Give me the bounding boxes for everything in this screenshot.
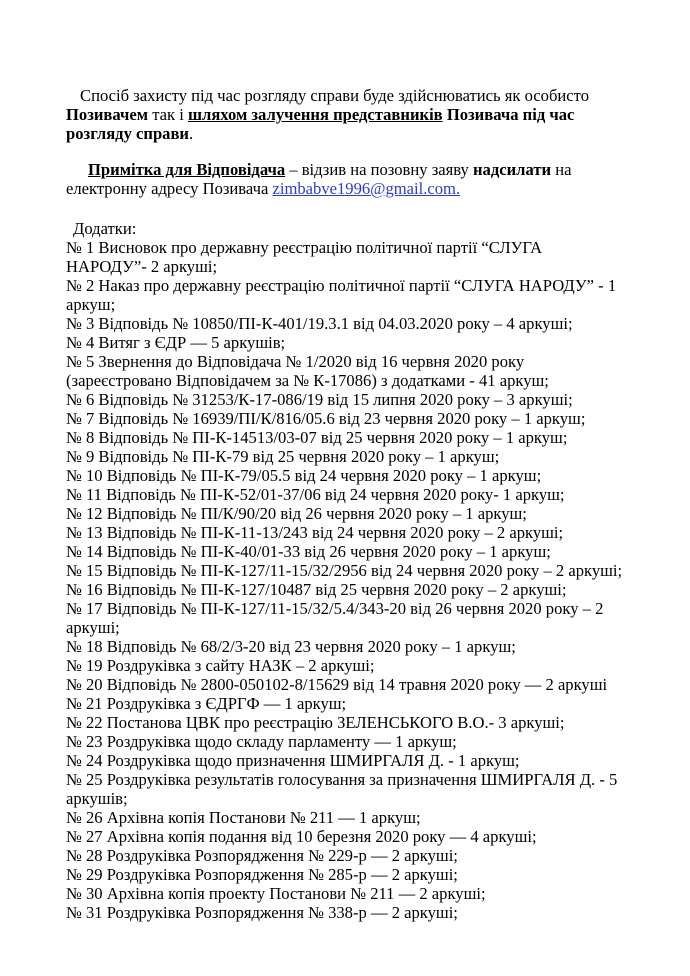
email-link[interactable]: zimbabve1996@gmail.com. (272, 179, 461, 198)
p1-bold-underline-representatives: шляхом залучення представників (188, 105, 443, 124)
attachment-item: № 11 Відповідь № ПІ-К-52/01-37/06 від 24 червня 2020 року- 1 аркуш; (66, 485, 565, 504)
attachment-item: № 25 Роздруківка результатів голосування за призначення ШМИРГАЛЯ Д. - 5 аркушів; (66, 770, 618, 808)
attachment-item: № 17 Відповідь № ПІ-К-127/11-15/32/5.4/343-20 від 26 червня 2020 року – 2 аркуші; (66, 599, 604, 637)
attachment-item: № 6 Відповідь № 31253/К-17-086/19 від 15 липня 2020 року – 3 аркуші; (66, 390, 573, 409)
attachment-item: № 15 Відповідь № ПІ-К-127/11-15/32/2956 від 24 червня 2020 року – 2 аркуші; (66, 561, 623, 580)
p1-text-2: так і (148, 105, 188, 124)
attachment-item: № 9 Відповідь № ПІ-К-79 від 25 червня 2020 року – 1 аркуш; (66, 447, 500, 466)
note-paragraph (66, 160, 626, 198)
attachment-item: № 8 Відповідь № ПІ-К-14513/03-07 від 25 червня 2020 року – 1 аркуш; (66, 428, 568, 447)
attachment-item: № 10 Відповідь № ПІ-К-79/05.5 від 24 червня 2020 року – 1 аркуш; (66, 466, 542, 485)
attachment-item: № 28 Роздруківка Розпорядження № 229-р — 2 аркуші; (66, 846, 458, 865)
attachments-title: Додатки: (73, 219, 137, 238)
attachment-item: № 3 Відповідь № 10850/ПІ-К-401/19.3.1 від 04.03.2020 року – 4 аркуші; (66, 314, 573, 333)
attachment-item: № 27 Архівна копія подання від 10 березня 2020 року — 4 аркуші; (66, 827, 537, 846)
attachment-item: № 24 Роздруківка щодо призначення ШМИРГАЛЯ Д. - 1 аркуш; (66, 751, 520, 770)
defense-method-paragraph (66, 86, 626, 143)
attachment-item: № 22 Постанова ЦВК про реєстрацію ЗЕЛЕНСЬКОГО В.О.- 3 аркуші; (66, 713, 565, 732)
p1-bold-plaintiff-during-case: Позивача під час розгляду справи (66, 105, 575, 143)
note-title: Примітка для Відповідача (88, 160, 286, 179)
attachment-item: № 12 Відповідь № ПІ/К/90/20 від 26 червня 2020 року – 1 аркуш; (66, 504, 527, 523)
attachment-item: № 16 Відповідь № ПІ-К-127/10487 від 25 червня 2020 року – 2 аркуші; (66, 580, 567, 599)
attachment-item: № 18 Відповідь № 68/2/3-20 від 23 червня 2020 року – 1 аркуш; (66, 637, 516, 656)
attachment-item: № 31 Роздруківка Розпорядження № 338-р — 2 аркуші; (66, 903, 458, 922)
attachment-item: № 30 Архівна копія проекту Постанови № 211 — 2 аркуші; (66, 884, 486, 903)
attachment-item: № 13 Відповідь № ПІ-К-11-13/243 від 24 червня 2020 року – 2 аркуші; (66, 523, 564, 542)
p1-text-4: . (189, 124, 194, 143)
attachment-item: № 7 Відповідь № 16939/ПІ/К/816/05.6 від 23 червня 2020 року – 1 аркуш; (66, 409, 586, 428)
p2-bold-send: надсилати (472, 160, 552, 179)
attachment-item: № 20 Відповідь № 2800-050102-8/15629 від 14 травня 2020 року — 2 аркуші (66, 675, 608, 694)
p1-bold-plaintiff: Позивачем (66, 105, 149, 124)
attachment-item: № 23 Роздруківка щодо складу парламенту — 1 аркуш; (66, 732, 457, 751)
p1-text-1: Спосіб захисту під час розгляду справи буде здійснюватись як особисто (80, 86, 590, 105)
attachment-item: № 26 Архівна копія Постанови № 211 — 1 аркуш; (66, 808, 421, 827)
attachment-item: № 21 Роздруківка з ЄДРГФ — 1 аркуш; (66, 694, 347, 713)
p2-text-2: на електронну адресу Позивача (66, 160, 572, 198)
attachment-item: № 4 Витяг з ЄДР — 5 аркушів; (66, 333, 286, 352)
attachment-item: № 5 Звернення до Відповідача № 1/2020 від 16 червня 2020 року (зареєстровано Відповідачем за № К-17086) з додатками - 41 аркуш; (66, 352, 549, 390)
p2-text-1: – відзив на позовну заяву (285, 160, 473, 179)
attachment-item: № 2 Наказ про державну реєстрацію політичної партії “СЛУГА НАРОДУ” - 1 аркуш; (66, 276, 617, 314)
attachment-item: № 1 Висновок про державну реєстрацію політичної партії “СЛУГА НАРОДУ”- 2 аркуші; (66, 238, 543, 276)
attachment-item: № 14 Відповідь № ПІ-К-40/01-33 від 26 червня 2020 року – 1 аркуш; (66, 542, 551, 561)
attachments-list (66, 238, 626, 922)
attachment-item: № 29 Роздруківка Розпорядження № 285-р — 2 аркуші; (66, 865, 458, 884)
attachment-item: № 19 Роздруківка з сайту НАЗК – 2 аркуші; (66, 656, 375, 675)
